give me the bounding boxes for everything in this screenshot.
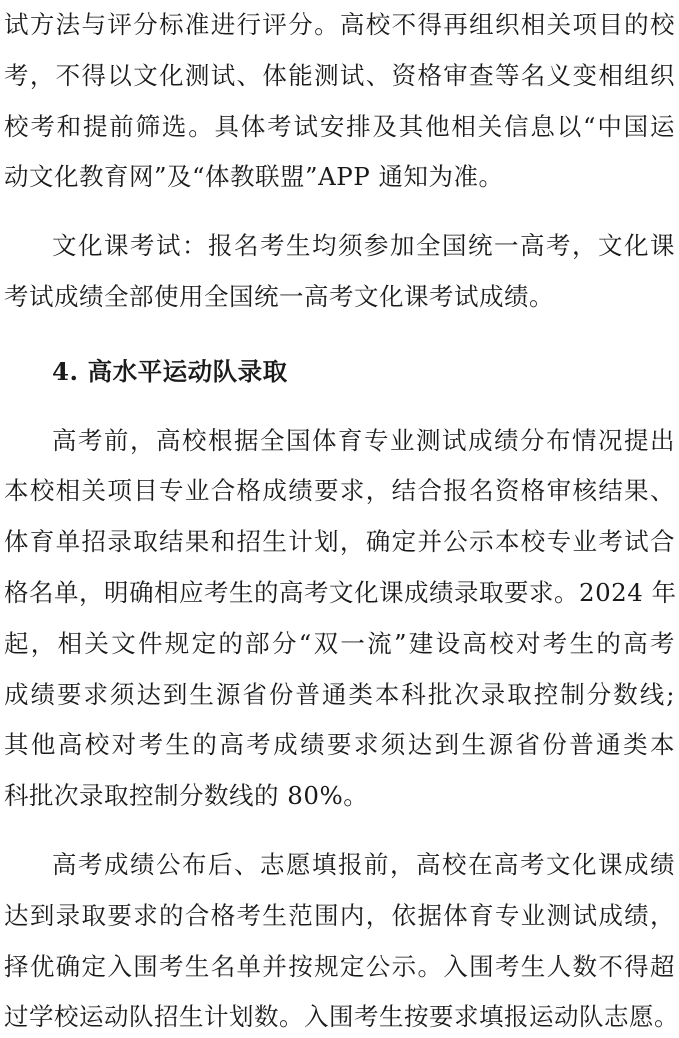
section-heading: 4. 高水平运动队录取	[52, 357, 288, 386]
text-line: 其他高校对考生的高考成绩要求须达到生源省份普通类本	[4, 730, 675, 759]
text-line: 择优确定入围考生名单并按规定公示。入围考生人数不得超	[4, 952, 675, 981]
text-line: 格名单，明确相应考生的高考文化课成绩录取要求。2024 年	[4, 578, 677, 607]
text-line: 高考前，高校根据全国体育专业测试成绩分布情况提出	[52, 426, 675, 455]
text-line: 考试成绩全部使用全国统一高考文化课考试成绩。	[4, 282, 554, 311]
text-line: 科批次录取控制分数线的 80%。	[4, 781, 369, 810]
text-line: 体育单招录取结果和招生计划，确定并公示本校专业考试合	[4, 527, 675, 556]
text-line: 文化课考试：报名考生均须参加全国统一高考，文化课	[52, 231, 675, 260]
text-line: 达到录取要求的合格考生范围内，依据体育专业测试成绩，	[4, 901, 675, 930]
text-line: 考，不得以文化测试、体能测试、资格审查等名义变相组织	[4, 61, 675, 90]
text-line: 动文化教育网”及“体教联盟”APP 通知为准。	[4, 162, 504, 191]
text-line: 起，相关文件规定的部分“双一流”建设高校对考生的高考	[4, 629, 675, 658]
text-line: 高考成绩公布后、志愿填报前，高校在高考文化课成绩	[52, 850, 675, 879]
text-line: 成绩要求须达到生源省份普通类本科批次录取控制分数线;	[4, 680, 675, 709]
text-line: 校考和提前筛选。具体考试安排及其他相关信息以“中国运	[4, 112, 675, 141]
text-line: 过学校运动队招生计划数。入围考生按要求填报运动队志愿。	[4, 1002, 679, 1031]
text-line: 试方法与评分标准进行评分。高校不得再组织相关项目的校	[4, 10, 675, 39]
text-line: 本校相关项目专业合格成绩要求，结合报名资格审核结果、	[4, 476, 675, 505]
